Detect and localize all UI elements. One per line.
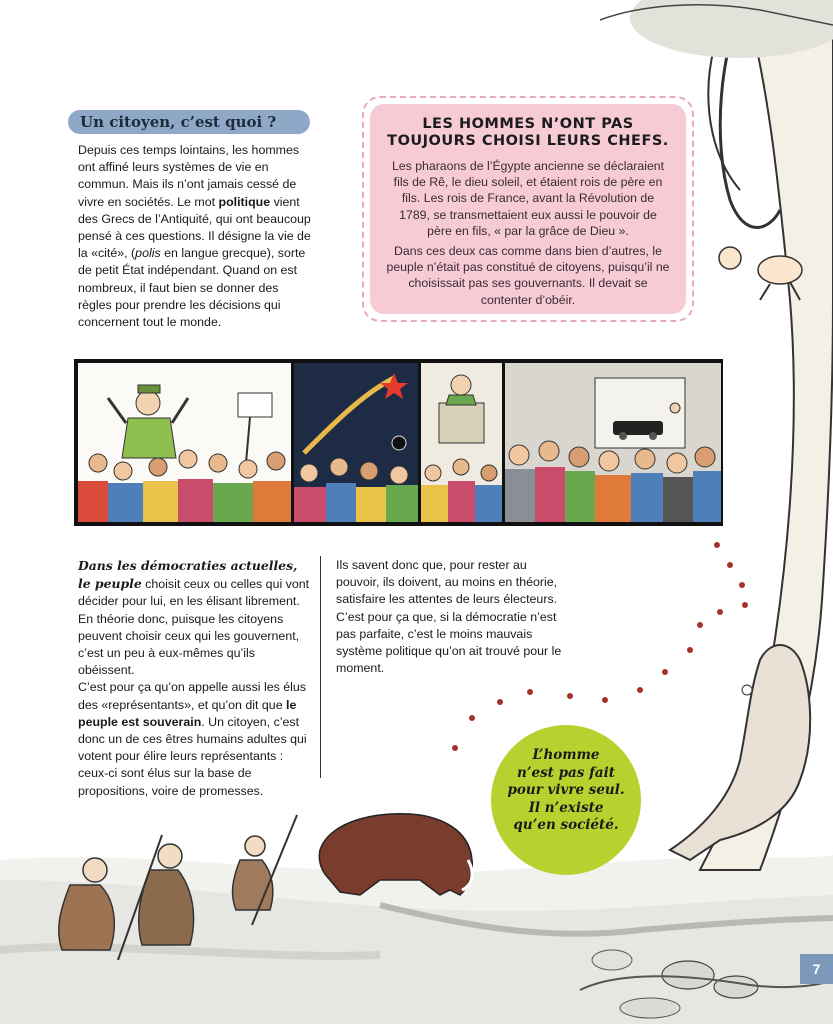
democracy-text-3 — [78, 679, 314, 799]
sidebar-box — [362, 96, 694, 322]
quote-line-2: n’est pas fait — [516, 764, 616, 781]
democracy-text-1: choisit ceux ou celles qui vont décider pour lui, en les élisant librement. — [78, 577, 310, 609]
comic-strip — [74, 359, 723, 526]
democracy-text-2: En théorie donc, puisque les citoyens peuvent choisir ceux qui les gouvernent, c’est un peu à eux-mêmes qu’ils obéissent. — [78, 611, 300, 678]
comic-panel-2-drawing — [294, 363, 418, 522]
section-title-pill — [68, 110, 310, 134]
intro-paragraph — [78, 142, 314, 331]
section-title: Un citoyen, c’est quoi ? — [80, 113, 277, 131]
democracy-text-3c: . Un citoyen, c’est donc un de ces êtres humains adultes qui votent pour élire leurs représentants : ceux-ci sont élus sur la base de propositions, voire de promesses. — [78, 714, 307, 798]
comic-panel-2 — [294, 363, 418, 522]
comic-panel-4-drawing — [505, 363, 721, 522]
column-divider — [320, 556, 321, 778]
quote-line-4: Il n’existe — [528, 799, 604, 816]
sidebar-box-paragraph-1: Les pharaons de l’Égypte ancienne se déclaraient fils de Rê, le dieu soleil, et étaient rois de père en fils. Les rois de France, avant la Révolution de 1789, se transmettaient eux aussi le pouvoir de père en fils, « par la grâce de Dieu ». — [391, 159, 665, 238]
intro-text-3: en langue grecque), sorte de petit État indépendant. Quand on est nombreux, il faut bien se donner des règles pour prendre les décisions qui concernent tout le monde. — [78, 246, 306, 330]
sidebar-box-inner — [370, 104, 686, 314]
democracy-text-3a: C’est pour ça qu’on appelle aussi les élus des «représentants», et qu’on dit que — [78, 680, 306, 712]
democracy-column-right — [336, 557, 568, 677]
comic-panel-1 — [78, 363, 291, 522]
intro-keyword-polis: polis — [135, 246, 161, 261]
comic-panel-3-drawing — [421, 363, 502, 522]
democracy-lead: Dans les démocraties actuelles, le peuple — [78, 558, 298, 592]
intro-text-2: vient des Grecs de l’Antiquité, qui ont beaucoup pensé à ces questions. Il désigne la vie de la «cité», ( — [78, 194, 311, 261]
intro-text-1: Depuis ces temps lointains, les hommes ont affiné leurs systèmes de vie en commun. Mais ils n’ont jamais cessé de vivre en sociétés. Le mot — [78, 143, 300, 209]
sidebar-box-paragraph-2: Dans ces deux cas comme dans bien d’autres, le peuple n’était pas constitué de citoyens, puisqu’il ne choisissait pas ses gouvernants. Il devait se contenter d’obéir. — [386, 244, 670, 307]
democracy-right-text-1: Ils savent donc que, pour rester au pouvoir, ils doivent, au moins en théorie, satisfaire les attentes de leurs électeurs. — [336, 558, 558, 607]
comic-panel-4 — [505, 363, 721, 522]
comic-panel-3 — [421, 363, 502, 522]
intro-keyword-politique: politique — [218, 194, 271, 209]
page-number: 7 — [800, 954, 833, 984]
quote-bubble — [491, 725, 641, 875]
sidebar-box-title: LES HOMMES N’ONT PAS TOUJOURS CHOISI LEURS CHEFS. — [387, 116, 669, 149]
quote-line-5: qu’en société. — [513, 817, 619, 833]
democracy-column-left — [78, 557, 314, 800]
sidebar-box-body — [386, 158, 670, 308]
democracy-keyword-souverain: le peuple est souverain — [78, 697, 297, 729]
quote-line-3: pour vivre seul. — [507, 782, 625, 798]
comic-panel-1-drawing — [78, 363, 291, 522]
quote-line-1: L’homme — [532, 747, 600, 763]
democracy-right-text-2: C’est pour ça que, si la démocratie n’est pas parfaite, c’est le moins mauvais système politique qu’on ait trouvé pour le moment. — [336, 609, 562, 676]
